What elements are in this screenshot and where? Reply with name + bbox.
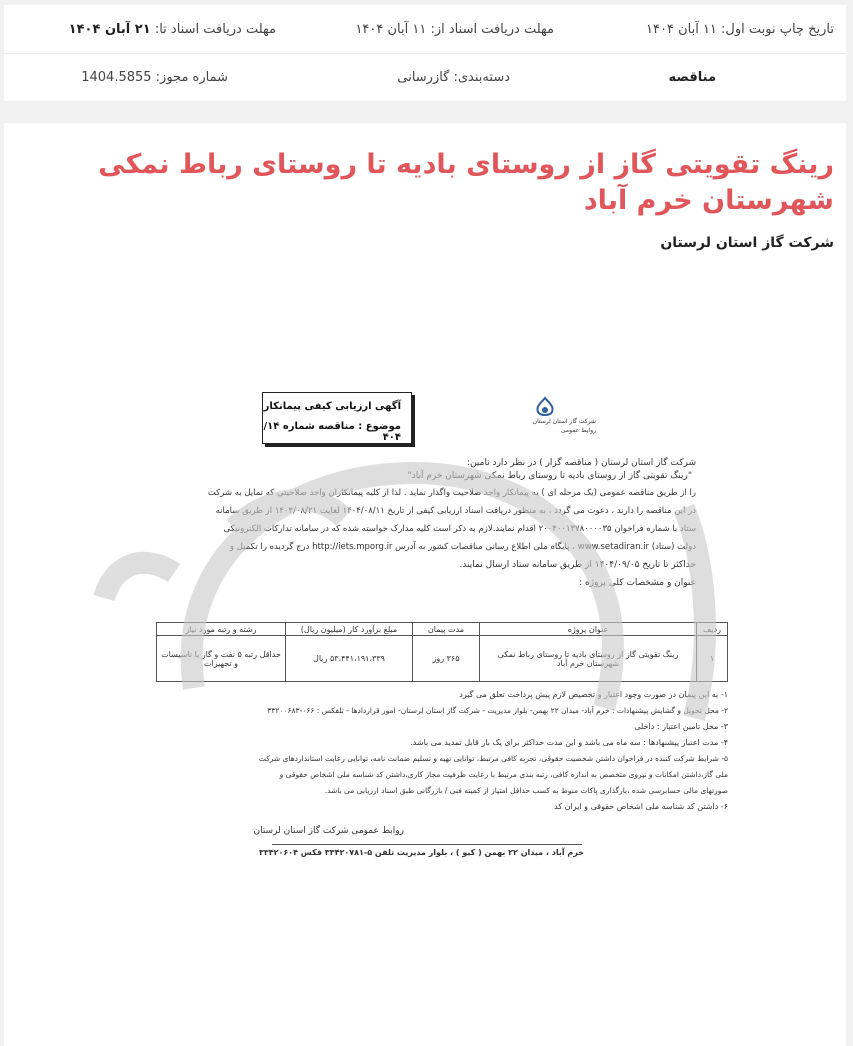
table-row: [157, 636, 728, 682]
project-table: [156, 622, 728, 682]
item-3: ۳- محل تامین اعتبار : داخلی: [634, 722, 728, 731]
receive-until-date: [69, 22, 276, 37]
tender-announcement-scan: [84, 378, 784, 878]
print-date: تاریخ چاپ نوبت اول: ۱۱ آبان ۱۴۰۴: [646, 21, 834, 37]
info-row-dates: [4, 5, 846, 54]
item-1: ۱- به این پیمان در صورت وجود اعتبار و تخصیص لازم پیش پرداخت تعلق می گیرد: [459, 690, 728, 699]
announcement-subject: موضوع : مناقصه شماره ۱۴/ ۴۰۴: [263, 421, 401, 443]
para-8: عنوان و مشخصات کلی پروژه :: [579, 578, 696, 588]
logo-line2: روابط عمومی: [560, 427, 596, 434]
para-6: دولت (ستاد) www.setadiran.ir ، پایگاه ملی اطلاع رسانی مناقصات کشور به آدرس http://iets.mporg.ir درج گردیده را تکمیل و: [229, 542, 696, 552]
tender-info-card: [4, 5, 846, 101]
table-cell: حداقل رتبه ۵ نفت و گاز یا تاسیسات و تجهیزات: [157, 636, 286, 682]
table-cell: ۱: [697, 636, 728, 682]
receive-from-date: مهلت دریافت اسناد از: ۱۱ آبان ۱۴۰۴: [355, 21, 554, 37]
item-6: ۶- داشتن کد شناسه ملی اشخاص حقوقی و ایران کد: [554, 802, 728, 811]
tender-category: دسته‌بندی: گازرسانی: [397, 69, 510, 85]
para-5: ستاد با شماره فراخوان ۲۰۰۴۰۰۱۳۷۸۰۰۰۰۳۵ اقدام نمایند.لازم به ذکر است کلیه مدارک خواسته شده که در سامانه تدارکات الکترونیکی: [223, 524, 696, 534]
gas-flame-icon: [530, 396, 560, 418]
company-name: شرکت گاز استان لرستان: [660, 235, 834, 251]
tender-type: مناقصه: [668, 69, 716, 85]
table-header: مدت پیمان: [413, 623, 480, 636]
logo-line1: شرکت گاز استان لرستان: [532, 418, 596, 425]
para-3: را از طریق مناقصه عمومی (یک مرحله ای ) به پیمانکار واجد صلاحیت واگذار نماید . لذا از کلیه پیمانکاران واجد صلاحیتی که تمایل به شرکت: [207, 488, 696, 498]
table-header: ردیف: [697, 623, 728, 636]
para-2: "رینگ تقویتی گاز از روستای بادیه تا روستای رباط نمکی شهرستان خرم آباد": [407, 471, 692, 481]
item-2: ۲- محل تحویل و گشایش پیشنهادات : خرم آباد- میدان ۲۲ بهمن- بلوار مدیریت - شرکت گاز استان لرستان- امور قراردادها - تلفکس : ۰۶۶-۳۳۲۰۰۶۸۳: [267, 706, 728, 715]
receive-until-label: مهلت دریافت اسناد تا:: [154, 21, 276, 37]
para-4: در این مناقصه را دارند ، دعوت می گردد ، به منظور دریافت اسناد ارزیابی کیفی از تاریخ ۱۴۰۴/۰۸/۱۱ لغایت ۱۴۰۴/۰۸/۲۱ از طریق سامانه: [215, 506, 696, 516]
receive-until-value: ۲۱ آبان ۱۴۰۴: [68, 21, 151, 37]
tender-title: رینگ تقویتی گاز از روستای بادیه تا روستای رباط نمکی شهرستان خرم آباد: [98, 149, 834, 216]
announcement-title: آگهی ارزیابی کیفی پیمانکار: [263, 401, 401, 412]
item-5: ۵- شرایط شرکت کننده در فراخوان داشتن شخصیت حقوقی، تجربه کافی مرتبط، توانایی تهیه و تسلیم ضمانت نامه، توانایی رعایت استانداردهای شرکت: [258, 754, 728, 763]
item-5-cont2: صورتهای مالی حسابرسی شده ،بارگذاری پاکات منوط به کسب حداقل امتیاز از کمیته فنی / بازرگانی طبق اسناد ارزیابی می باشد.: [324, 786, 728, 795]
para-1: شرکت گاز استان لرستان ( مناقصه گزار ) در نظر دارد تامین:: [467, 458, 696, 468]
item-4: ۴- مدت اعتبار پیشنهادها : سه ماه می باشد و این مدت حداکثر برای یک بار قابل تمدید می باشد.: [410, 738, 728, 747]
table-header: مبلغ برآورد کار (میلیون ریال): [286, 623, 413, 636]
table-header: رشته و رتبه مورد نیاز: [157, 623, 286, 636]
table-header-row: [157, 623, 728, 636]
footer-divider: [272, 844, 582, 845]
table-header: عنوان پروژه: [480, 623, 697, 636]
tender-detail-card: [4, 123, 846, 1046]
table-cell: ۳۶۵ روز: [413, 636, 480, 682]
license-number: شماره مجوز: 1404.5855: [81, 69, 228, 85]
table-cell: رینگ تقویتی گاز از روستای بادیه تا روستای رباط نمکی شهرستان خرم آباد: [480, 636, 697, 682]
signature: روابط عمومی شرکت گاز استان لرستان: [253, 826, 404, 836]
announcement-header-box: [262, 392, 412, 444]
table-cell: ۵۳،۴۴۱،۱۹۱،۳۳۹ ریال: [286, 636, 413, 682]
para-7: حداکثر تا تاریخ ۱۴۰۴/۰۹/۰۵ از طریق سامانه ستاد ارسال نمایند.: [459, 560, 696, 570]
item-5-cont: ملی گاز،داشتن امکانات و نیروی متخصص به اندازه کافی، رتبه بندی مرتبط با رعایت ظرفیت مجاز کاری،داشتن کد شناسه ملی اشخاص حقوقی و: [279, 770, 728, 779]
info-row-meta: [4, 53, 846, 101]
scan-footer: خرم آباد ، میدان ۲۲ بهمن ( کیو ) ، بلوار مدیریت تلفن ۵-۳۳۴۲۰۷۸۱ فکس ۳۳۴۲۰۶۰۴: [258, 848, 584, 857]
company-logo: [526, 396, 596, 436]
